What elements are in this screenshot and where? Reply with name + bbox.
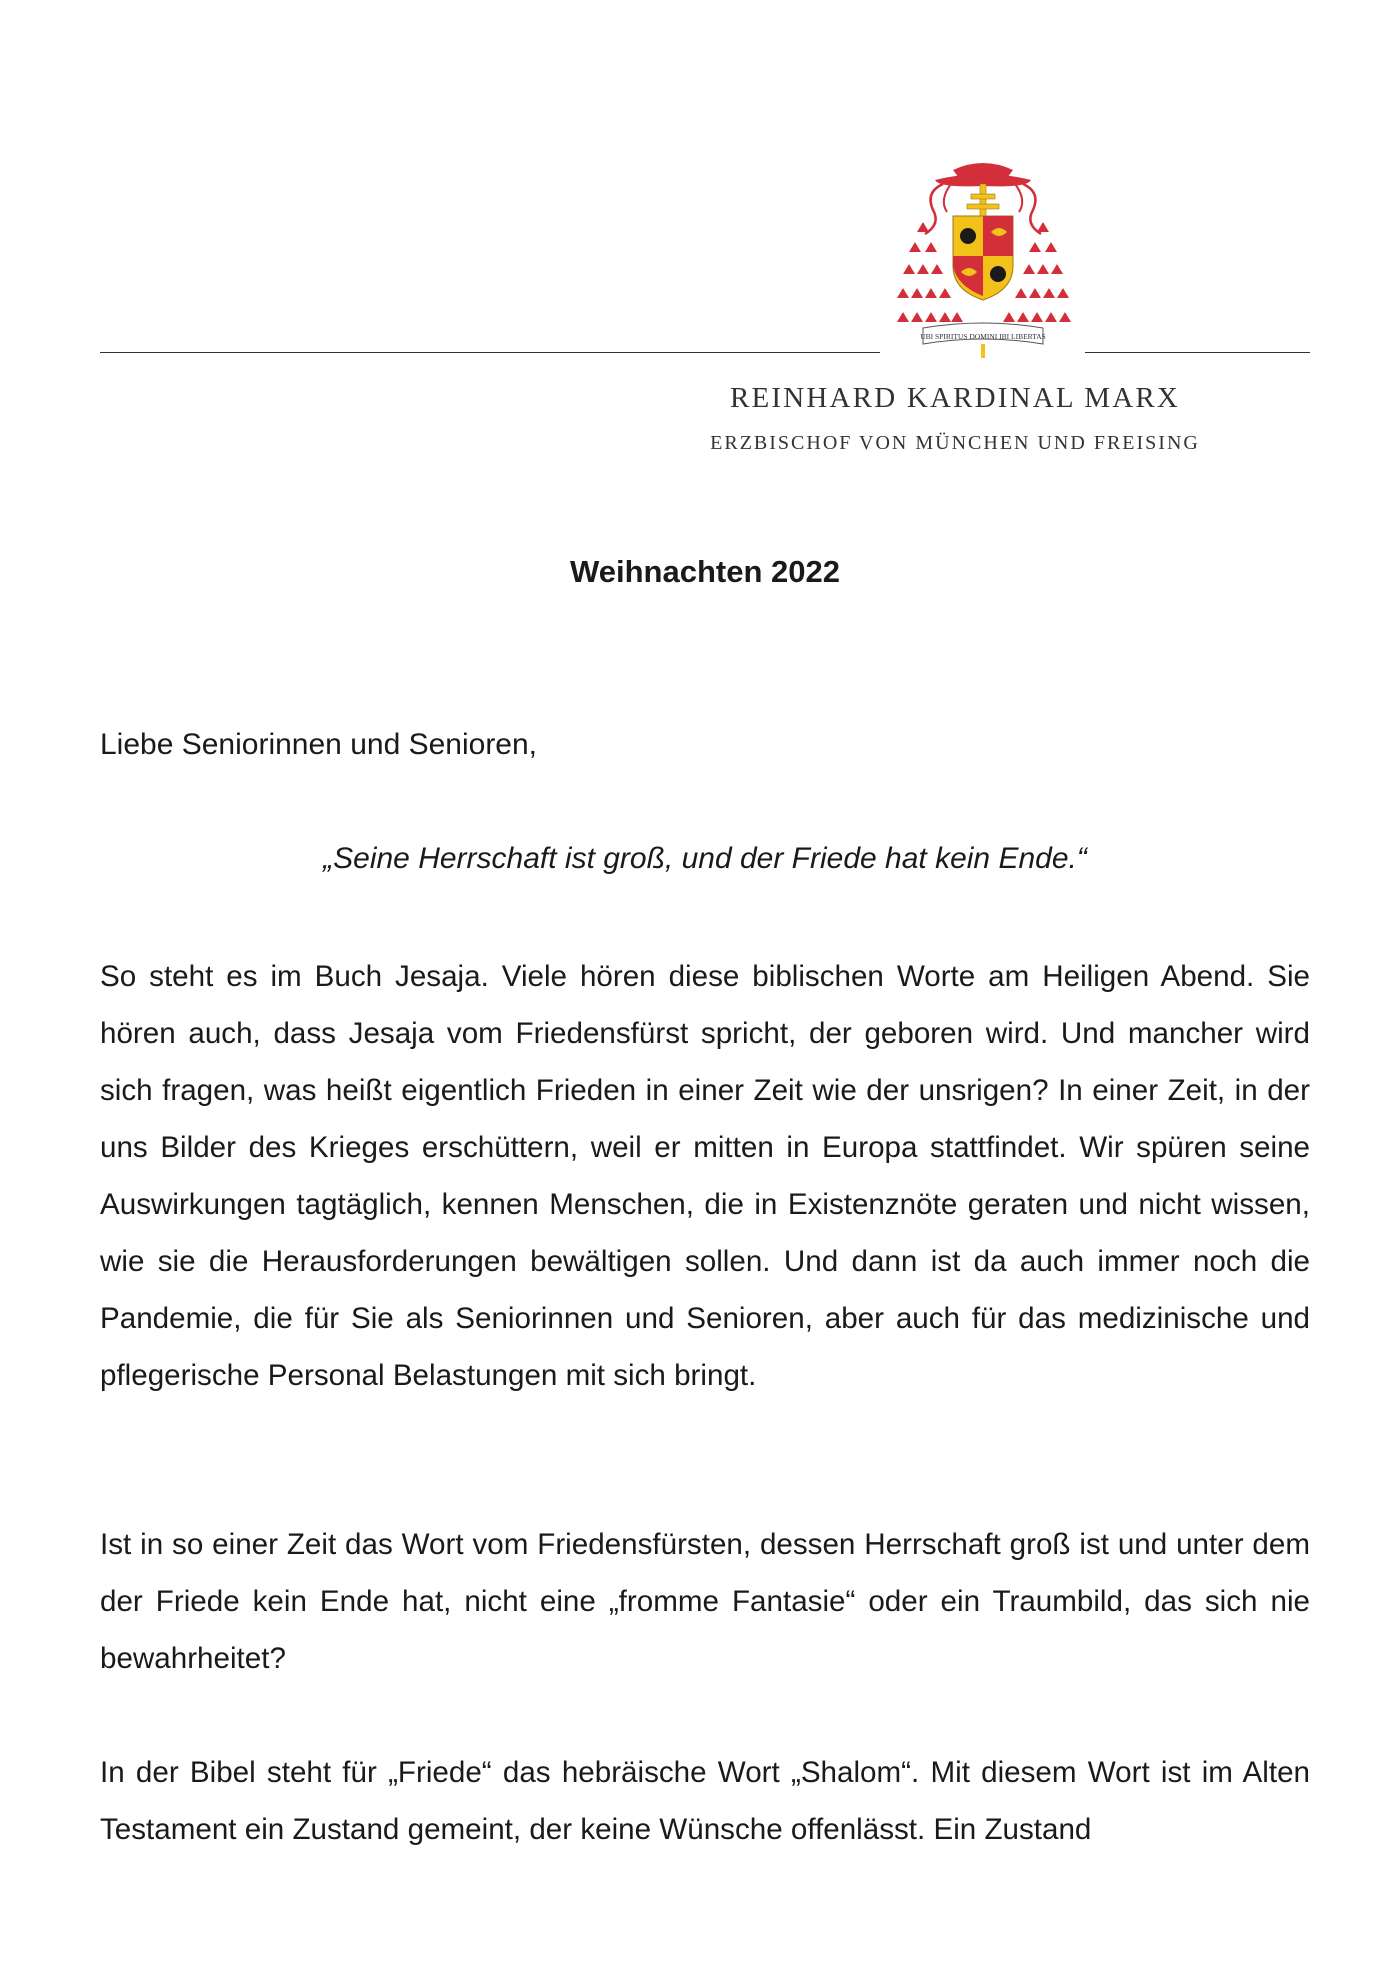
salutation: Liebe Seniorinnen und Senioren, [100,728,538,761]
bible-quote: „Seine Herrschaft ist groß, und der Friede hat kein Ende.“ [323,842,1087,875]
coat-of-arms-icon [895,148,1071,362]
issuer-name: REINHARD KARDINAL MARX [729,382,1181,414]
paragraph-3: In der Bibel steht für „Friede“ das hebräische Wort „Shalom“. Mit diesem Wort ist im Alten Testament ein Zustand gemeint, der keine Wünsche offenlässt. Ein Zustand [100,1756,1310,1846]
paragraph-1: So steht es im Buch Jesaja. Viele hören diese biblischen Worte am Heiligen Abend. Sie hören auch, dass Jesaja vom Friedensfürst spricht, der geboren wird. Und mancher wird sich fragen, was heißt eigentlich Frieden in einer Zeit wie der unsrigen? In einer Zeit, in der uns Bilder des Krieges erschüttern, weil er mitten in Europa stattfindet. Wir spüren seine Auswirkungen tagtäglich, kennen Menschen, die in Existenznöte geraten und nicht wissen, wie sie die Herausforderungen bewältigen sollen. Und dann ist da auch immer noch die Pandemie, die für Sie als Seniorinnen und Senioren, aber auch für das medizinische und pflegerische Personal Belastungen mit sich bringt. [100,960,1310,1392]
crest-motto: UBI SPIRITUS DOMINI IBI LIBERTAS [920,332,1046,341]
letterhead-rule-left [100,352,880,353]
issuer-title: ERZBISCHOF VON MÜNCHEN UND FREISING [710,432,1200,454]
paragraph-2: Ist in so einer Zeit das Wort vom Friedensfürsten, dessen Herrschaft groß ist und unter dem der Friede kein Ende hat, nicht eine „fromme Fantasie“ oder ein Traumbild, das sich nie bewahrheitet? [100,1528,1310,1675]
letterhead-rule-right [1085,352,1310,353]
document-title: Weihnachten 2022 [570,554,840,589]
